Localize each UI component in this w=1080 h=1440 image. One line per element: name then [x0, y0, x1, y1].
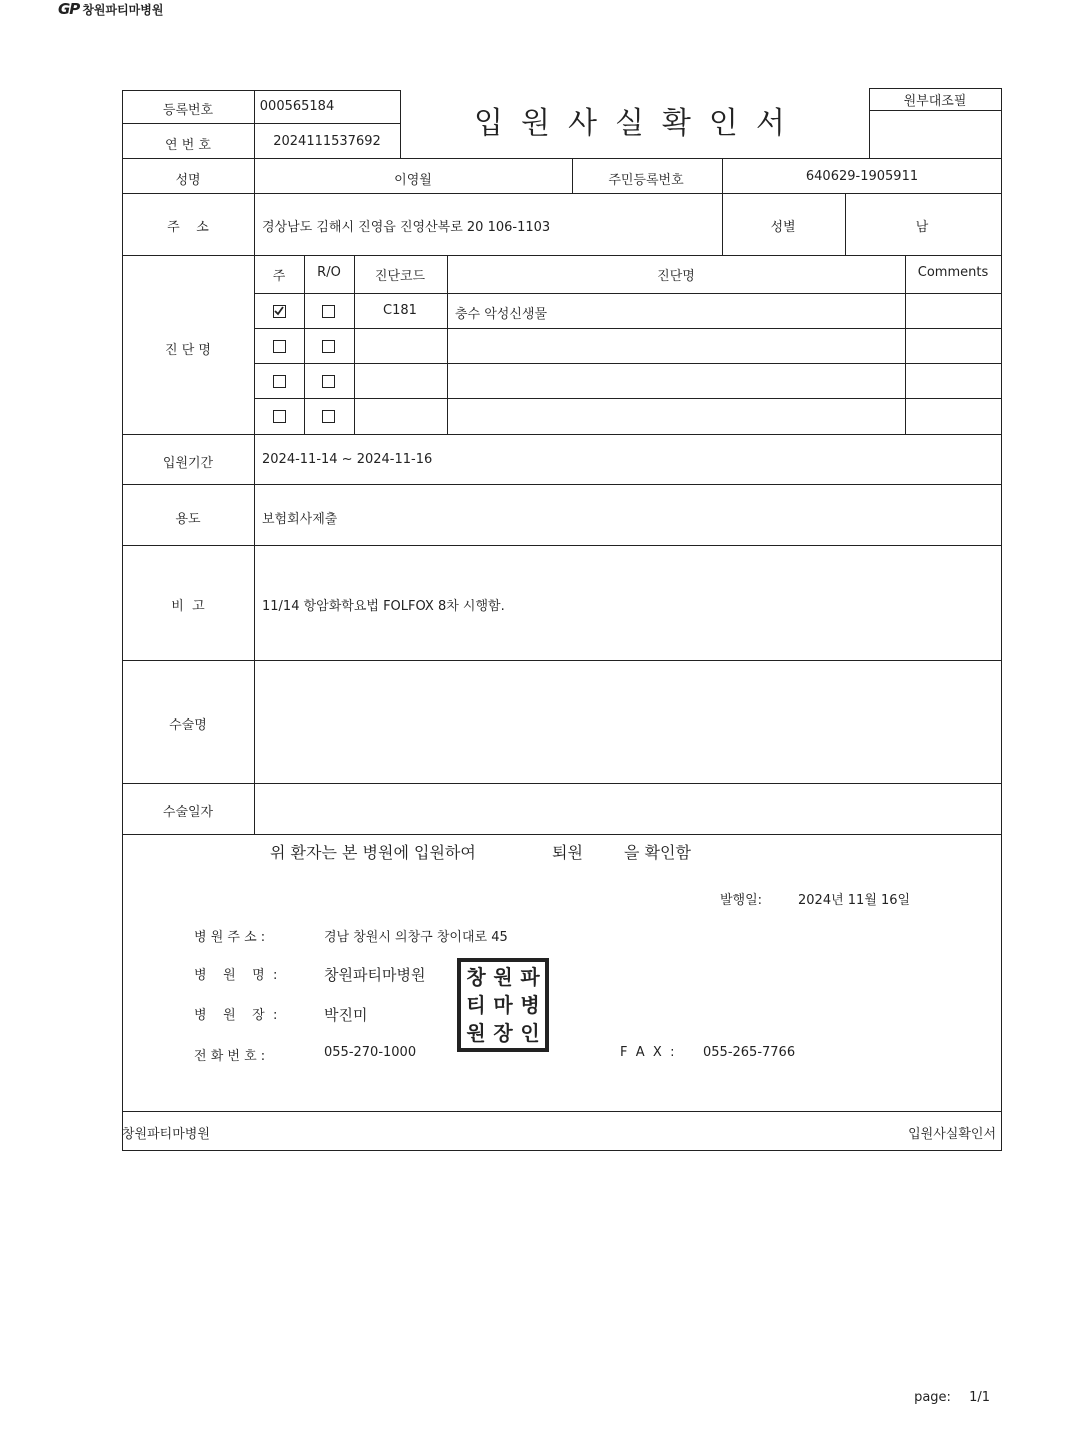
- page-number: [914, 1390, 990, 1405]
- remarks-value: 11/14 항암화학요법 FOLFOX 8차 시행함.: [262, 599, 505, 614]
- diag-row1-name: 충수 악성신생물: [455, 307, 548, 322]
- page-label: page:: [914, 1390, 951, 1405]
- page-value: 1/1: [969, 1390, 990, 1405]
- address-label: 주 소: [167, 220, 209, 235]
- diag-row1-ro-checkbox[interactable]: [322, 305, 335, 318]
- hospital-seal-stamp: [457, 958, 549, 1052]
- confirm-text-2: 퇴원: [552, 843, 583, 862]
- diag-row3-ro-checkbox[interactable]: [322, 375, 335, 388]
- logo-name: 창원파티마병원: [82, 2, 164, 17]
- diag-header-comments: Comments: [917, 265, 989, 280]
- reg-no-label: 등록번호: [162, 103, 214, 118]
- diag-row2-main-checkbox[interactable]: [273, 340, 286, 353]
- footer-hospital: 창원파티마병원: [122, 1127, 210, 1142]
- gender-value: 남: [915, 220, 929, 235]
- logo-mark: GP: [58, 0, 80, 18]
- diag-header-name: 진단명: [657, 269, 695, 284]
- hospital-fax-label: F A X :: [620, 1045, 675, 1060]
- rrn-label: 주민등록번호: [608, 173, 684, 188]
- address-value: 경상남도 김해시 진영읍 진영산복로 20 106-1103: [262, 220, 551, 235]
- seal-char: 원: [466, 1021, 486, 1045]
- serial-no-label: 연 번 호: [165, 138, 211, 153]
- rrn-value: 640629-1905911: [805, 169, 919, 184]
- footer-document: 입원사실확인서: [908, 1127, 996, 1142]
- gender-label: 성별: [770, 220, 796, 235]
- diag-header-code: 진단코드: [374, 269, 426, 284]
- diag-row3-main-checkbox[interactable]: [273, 375, 286, 388]
- surgery-label: 수술명: [169, 718, 207, 733]
- seal-char: 파: [520, 965, 540, 989]
- diag-row4-ro-checkbox[interactable]: [322, 410, 335, 423]
- reg-no-value: 000565184: [259, 99, 335, 114]
- seal-char: 병: [520, 993, 540, 1017]
- seal-char: 창: [466, 965, 486, 989]
- issue-label: 발행일:: [720, 893, 763, 908]
- hospital-address-label: 병 원 주 소 :: [194, 930, 266, 945]
- diag-row1-code: C181: [383, 303, 417, 318]
- diag-row2-ro-checkbox[interactable]: [322, 340, 335, 353]
- confirm-text-3: 을 확인함: [624, 843, 691, 862]
- name-value: 이영월: [394, 173, 432, 188]
- period-label: 입원기간: [162, 456, 214, 471]
- hospital-address: 경남 창원시 의창구 창이대로 45: [324, 930, 508, 945]
- seal-char: 원: [493, 965, 513, 989]
- diag-row4-main-checkbox[interactable]: [273, 410, 286, 423]
- diagnosis-label: 진 단 명: [165, 343, 211, 358]
- seal-char: 인: [520, 1021, 540, 1045]
- diag-header-ro: R/O: [317, 265, 341, 280]
- hospital-director: 박진미: [324, 1006, 368, 1024]
- hospital-name-label: 병 원 명 :: [194, 968, 278, 983]
- hospital-logo: [58, 0, 163, 18]
- diag-header-main: 주: [272, 269, 286, 284]
- purpose-value: 보험회사제출: [262, 512, 338, 527]
- hospital-name: 창원파티마병원: [324, 966, 426, 984]
- original-verified-label: 원부대조필: [903, 94, 967, 109]
- name-label: 성명: [175, 173, 201, 188]
- hospital-phone-label: 전 화 번 호 :: [194, 1049, 266, 1064]
- diag-row1-main-checkbox[interactable]: [273, 305, 286, 318]
- issue-date: 2024년 11월 16일: [798, 893, 911, 908]
- purpose-label: 용도: [175, 512, 201, 527]
- remarks-label: 비 고: [171, 599, 205, 614]
- seal-char: 티: [466, 993, 486, 1017]
- hospital-fax: 055-265-7766: [703, 1045, 796, 1060]
- surgery-date-label: 수술일자: [162, 805, 214, 820]
- period-value: 2024-11-14 ~ 2024-11-16: [262, 452, 433, 467]
- check-icon: [274, 306, 284, 316]
- seal-char: 마: [493, 993, 513, 1017]
- seal-char: 장: [493, 1021, 513, 1045]
- hospital-director-label: 병 원 장 :: [194, 1008, 278, 1023]
- serial-no-value: 2024111537692: [273, 134, 381, 149]
- document-title: 입원사실확인서: [474, 106, 803, 141]
- hospital-phone: 055-270-1000: [324, 1045, 417, 1060]
- confirm-text-1: 위 환자는 본 병원에 입원하여: [270, 843, 476, 862]
- admission-certificate-form: [122, 88, 1002, 1151]
